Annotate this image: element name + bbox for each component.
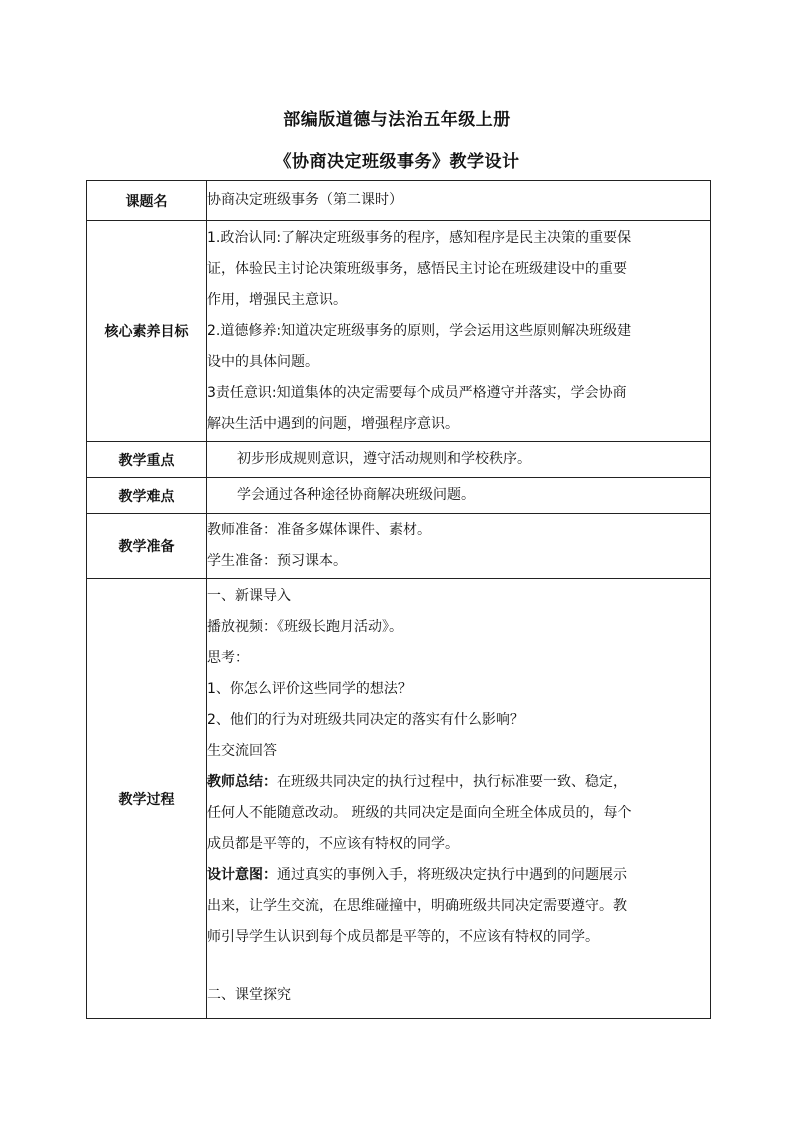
process-line: 2、他们的行为对班级共同决定的落实有什么影响？ (207, 712, 524, 728)
lesson-plan-table (86, 180, 711, 1019)
design-intent-line: 出来，让学生交流，在思维碰撞中，明确班级共同决定需要遵守。教 (207, 898, 627, 914)
goals-line: 3责任意识:知道集体的决定需要每个成员严格遵守并落实，学会协商 (207, 384, 627, 401)
process-content (207, 579, 711, 1019)
preparation-line: 学生准备：预习课本。 (207, 553, 347, 569)
process-line: 思考： (207, 650, 249, 666)
key-points-label: 教学重点 (87, 442, 207, 478)
process-line: 播放视频：《班级长跑月活动》。 (207, 619, 403, 635)
goals-label: 核心素养目标 (87, 221, 207, 442)
document-subtitle: 《协商决定班级事务》教学设计 (274, 152, 520, 172)
teacher-summary-label: 教师总结： (207, 774, 277, 790)
design-intent-label: 设计意图： (207, 867, 277, 883)
process-label: 教学过程 (87, 579, 207, 1019)
teacher-summary-line: 任何人不能随意改动。 班级的共同决定是面向全班全体成员的，每个 (207, 805, 632, 821)
design-intent-line: 师引导学生认识到每个成员都是平等的，不应该有特权的同学。 (207, 929, 599, 945)
document-title: 部编版道德与法治五年级上册 (283, 110, 511, 130)
preparation-label: 教学准备 (87, 514, 207, 579)
process-line: 1、你怎么评价这些同学的想法？ (207, 681, 412, 697)
goals-line: 设中的具体问题。 (207, 353, 319, 370)
goals-line: 2.道德修养:知道决定班级事务的原则，学会运用这些原则解决班级建 (207, 322, 632, 339)
table-row-topic (87, 181, 711, 221)
goals-line: 解决生活中遇到的问题，增强程序意识。 (207, 415, 459, 432)
topic-value: 协商决定班级事务（第二课时） (207, 181, 711, 221)
goals-line: 1.政治认同:了解决定班级事务的程序，感知程序是民主决策的重要保 (207, 229, 632, 246)
process-line: 一、新课导入 (207, 588, 291, 604)
preparation-line: 教师准备：准备多媒体课件、素材。 (207, 522, 431, 538)
teacher-summary-line: 成员都是平等的，不应该有特权的同学。 (207, 836, 459, 852)
goals-content (207, 221, 711, 442)
teacher-summary-line: 教师总结：在班级共同决定的执行过程中，执行标准要一致、稳定， (207, 774, 627, 790)
goals-line: 证，体验民主讨论决策班级事务，感悟民主讨论在班级建设中的重要 (207, 260, 627, 277)
table-row-process (87, 579, 711, 1019)
key-points-value: 初步形成规则意识，遵守活动规则和学校秩序。 (207, 442, 711, 478)
goals-line: 作用，增强民主意识。 (207, 291, 347, 308)
difficulty-label: 教学难点 (87, 478, 207, 514)
process-line: 生交流回答 (207, 743, 277, 759)
table-row-goals (87, 221, 711, 442)
difficulty-value: 学会通过各种途径协商解决班级问题。 (207, 478, 711, 514)
design-intent-line: 设计意图：通过真实的事例入手，将班级决定执行中遇到的问题展示 (207, 867, 627, 883)
table-row-preparation (87, 514, 711, 579)
next-section-heading: 二、课堂探究 (207, 987, 291, 1003)
preparation-content (207, 514, 711, 579)
table-row-key-points (87, 442, 711, 478)
topic-label: 课题名 (87, 181, 207, 221)
table-row-difficulty (87, 478, 711, 514)
